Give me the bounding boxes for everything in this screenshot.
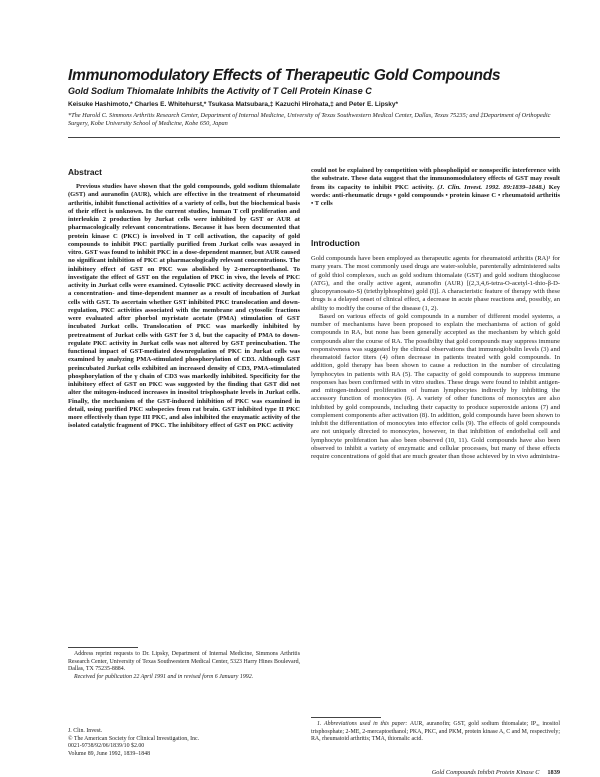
abstract-continuation-text bbox=[311, 167, 560, 208]
abstract-text: Previous studies have shown that the gold compounds, gold sodium thiomalate (GST) and auranofin (AUR), which are effective in the treatment of rheumatoid arthritis, inhibit functional activities of a variety of cells, but the biochemical basis of their effect is unknown. In the current studies, human T cell proliferation and interleukin 2 production by Jurkat cells were inhibited by GST or AUR at pharmacologically relevant concentrations. Because it has been documented that protein kinase C (PKC) is involved in T cell activation, the capacity of gold compounds to inhibit PKC partially purified from Jurkat cells was assayed in vitro. GST was found to inhibit PKC in a dose-dependent manner, but AUR caused no significant inhibition of PKC at pharmacologically relevant concentrations. The inhibitory effect of GST on PKC was abolished by 2-mercaptoethanol. To investigate the effect of GST on the regulation of PKC in vivo, the levels of PKC activity in Jurkat cells were examined. Cytosolic PKC activity decreased slowly in a concentration- and time-dependent manner as a result of incubation of Jurkat cells with GST. To ascertain whether GST inhibited PKC translocation and down-regulation, PKC activities associated with the membrane and cytosolic fractions were evaluated after phorbol myristate acetate (PMA) stimulation of GST incubated Jurkat cells. Translocation of PKC was markedly inhibited by pretreatment of Jurkat cells with GST for 3 d, but the capacity of PMA to down-regulate PKC activity in Jurkat cells was not altered by GST preincubation. The functional impact of GST-mediated downregulation of PKC in Jurkat cells was examined by analyzing PMA-stimulated phosphorylation of CD3. Although GST preincubated Jurkat cells exhibited an increased density of CD3, PMA-stimulated phosphorylation of the γ chain of CD3 was markedly inhibited. Specificity for the inhibitory effect of GST on PKC was suggested by the finding that GST did not alter the mitogen-induced increases in inositol trisphosphate levels in Jurkat cells. Finally, the mechanism of the GST-induced inhibition of PKC was examined in detail, using purified PKC subspecies from rat brain. GST inhibited type II PKC more effectively than type III PKC, and also inhibited the enzymatic activity of the isolated catalytic fragment of PKC. The inhibitory effect of GST on PKC activity bbox=[68, 183, 300, 430]
footnote-abbreviations bbox=[311, 721, 560, 744]
key-words-label: Key words: bbox=[311, 183, 561, 199]
correspondence-block bbox=[68, 651, 300, 681]
volume-line: Volume 89, June 1992, 1839–1848 bbox=[68, 750, 151, 757]
abstract-continuation-body: could not be explained by competition with phospholipid or nonspecific interference with the substrate. These data suggest that the immunomodulatory effects of GST may result from its capacity to inhibit PKC activity. bbox=[311, 167, 560, 191]
abstract-continuation bbox=[311, 167, 560, 208]
journal-name: J. Clin. Invest. bbox=[68, 728, 103, 734]
abstract-heading: Abstract bbox=[68, 167, 102, 177]
author-affiliation: *The Harold C. Simmons Arthritis Research Center, Department of Internal Medicine, University of Texas Southwestern Medical Center, Dallas, Texas 75235; and ‡Department of Orthopedic Surgery, Kobe University School of Medicine, Kobe 650, Japan bbox=[68, 112, 551, 128]
article-subtitle: Gold Sodium Thiomalate Inhibits the Activity of T Cell Protein Kinase C bbox=[68, 86, 372, 96]
article-title: Immunomodulatory Effects of Therapeutic Gold Compounds bbox=[68, 67, 501, 84]
intro-paragraph-2: Based on various effects of gold compounds in a number of different model systems, a number of mechanisms have been proposed to explain the mechanisms of action of gold compounds in RA, but none has been generally accepted as the mechanism by which gold compounds alter the course of RA. The possibility that gold compounds may suppress immune responsiveness was suggested by the clinical observations that immunoglobulin levels (3) and rheumatoid factor titers (4) often decrease in patients treated with gold compounds. In addition, gold therapy has been shown to cause a reduction in the number of circulating lymphocytes in patients with RA (5). The capacity of gold compounds to suppress immune responses has been confirmed with in vitro studies. These drugs were found to inhibit antigen- and mitogen-induced proliferation of human lymphocytes indirectly by inhibiting the accessory function of monocytes (6). A variety of other functions of monocytes are also inhibited by gold compounds, including their capacity to produce superoxide anions (7) and complement components after activation (8). In addition, gold compounds have been shown to inhibit the differentiation of monocytes into effector cells (9). The effects of gold compounds are not uniquely directed to monocytes, however, in that inhibition of endothelial cell and lymphocyte proliferation has also been observed (10, 11). Gold compounds have also been observed to inhibit a variety of enzymatic and cellular processes, but many of these effects require concentrations of gold that are much greater than those achieved by in vivo administra- bbox=[311, 312, 560, 460]
journal-info bbox=[68, 728, 300, 758]
page-number: 1839 bbox=[547, 769, 560, 776]
header-rule bbox=[68, 137, 560, 138]
issn-line: 0021-9738/92/06/1839/10 $2.00 bbox=[68, 743, 145, 750]
abstract-citation: (J. Clin. Invest. 1992. 89:1839–1848.) bbox=[437, 183, 546, 191]
copyright-line: © The American Society for Clinical Investigation, Inc. bbox=[68, 735, 200, 742]
correspondence-rule bbox=[68, 647, 138, 648]
key-words: anti-rheumatic drugs • gold compounds • protein kinase C • rheumatoid arthritis • T cells bbox=[311, 191, 561, 207]
footnote-label: 1. Abbreviations used in this paper: bbox=[317, 721, 408, 727]
intro-paragraph-1: Gold compounds have been employed as therapeutic agents for rheumatoid arthritis (RA)¹ for many years. The most commonly used drugs are water-soluble, parenterally administered salts of gold thiol complexes, such as gold sodium thiomalate (GST) and gold sodium thioglucose (ATG), and the orally active agent, auranofin (AUR) [(2,3,4,6-tetra-O-acetyl-1-thio-β-D-glucopyranosato-S) (triethylphosphine) gold (I)]. A characteristic feature of therapy with these drugs is a delayed onset of clinical effect, a decrease in acute phase reactions and, possibly, an ability to modify the course of the disease (1, 2). bbox=[311, 255, 560, 312]
running-footer bbox=[432, 769, 560, 777]
abstract-column bbox=[68, 183, 300, 431]
received-dates: Received for publication 22 April 1991 and in revised form 6 January 1992. bbox=[74, 673, 254, 680]
running-footer-title: Gold Compounds Inhibit Protein Kinase C bbox=[431, 769, 540, 776]
footnote-rule bbox=[311, 717, 381, 718]
introduction-body bbox=[311, 255, 560, 461]
footnote-text: AUR, auranofin; GST, gold sodium thiomalate; IP₃, inositol trisphosphate; 2-ME, 2-mercaptoethanol; PKA, PKC, and PKM, protein kinase A, C and M, respectively; RA, rheumatoid arthritis; TMA, thiomalic acid. bbox=[311, 721, 560, 743]
author-list: Keisuke Hashimoto,* Charles E. Whitehurst,* Tsukasa Matsubara,‡ Kazuchi Hirohata,‡ and Peter E. Lipsky* bbox=[68, 101, 399, 108]
correspondence-address: Address reprint requests to Dr. Lipsky, Department of Internal Medicine, Simmons Arthritis Research Center, University of Texas Southwestern Medical Center, 5323 Harry Hines Boulevard, Dallas, TX 75235-8884. bbox=[68, 651, 300, 673]
introduction-heading: Introduction bbox=[311, 238, 360, 248]
footnote-block bbox=[311, 721, 560, 744]
